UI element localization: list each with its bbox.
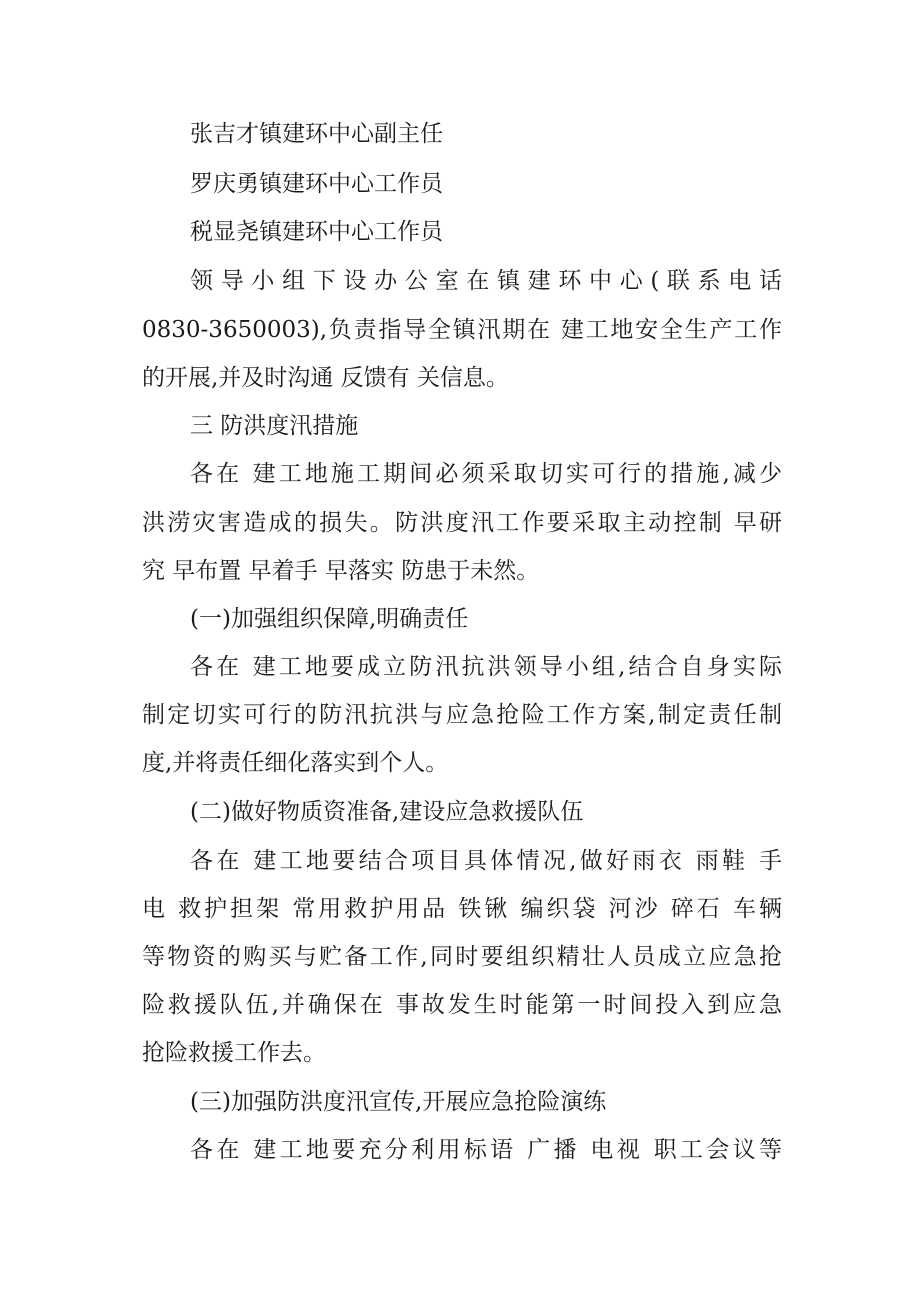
measures-paragraph-line-1: 各在 建工地施工期间必须采取切实可行的措施,减少 bbox=[190, 461, 782, 487]
materials-paragraph-line-3: 等物资的购买与贮备工作,同时要组织精壮人员成立应急抢 bbox=[142, 944, 782, 970]
materials-paragraph-line-5: 抢险救援工作去。 bbox=[142, 1040, 326, 1066]
organization-paragraph-line-3: 度,并将责任细化落实到个人。 bbox=[142, 750, 449, 776]
office-paragraph-line-1: 领 导 小 组 下 设 办 公 室 在 镇 建 环 中 心 ( 联 系 电 话 bbox=[190, 268, 782, 294]
measures-paragraph-line-2: 洪涝灾害造成的损失。防洪度汛工作要采取主动控制 早研 bbox=[142, 510, 782, 536]
publicity-paragraph-line-1: 各在 建工地要充分利用标语 广播 电视 职工会议等 bbox=[190, 1137, 782, 1163]
member-line-2: 罗庆勇镇建环中心工作员 bbox=[190, 171, 443, 197]
subheading-3: (三)加强防洪度汛宣传,开展应急抢险演练 bbox=[190, 1089, 607, 1115]
subheading-2: (二)做好物质资准备,建设应急救援队伍 bbox=[190, 799, 584, 825]
organization-paragraph-line-1: 各在 建工地要成立防汛抗洪领导小组,结合自身实际 bbox=[190, 654, 782, 680]
measures-paragraph-line-3: 究 早布置 早着手 早落实 防患于未然。 bbox=[142, 558, 540, 584]
office-paragraph-line-3: 的开展,并及时沟通 反馈有 关信息。 bbox=[142, 365, 509, 391]
section-heading-3: 三 防洪度汛措施 bbox=[190, 413, 359, 439]
subheading-1: (一)加强组织保障,明确责任 bbox=[190, 606, 469, 632]
member-line-3: 税显尧镇建环中心工作员 bbox=[190, 219, 443, 245]
materials-paragraph-line-4: 险救援队伍,并确保在 事故发生时能第一时间投入到应急 bbox=[142, 992, 782, 1018]
member-line-1: 张吉才镇建环中心副主任 bbox=[190, 121, 443, 147]
materials-paragraph-line-2: 电 救护担架 常用救护用品 铁锹 编织袋 河沙 碎石 车辆 bbox=[142, 896, 782, 922]
organization-paragraph-line-2: 制定切实可行的防汛抗洪与应急抢险工作方案,制定责任制 bbox=[142, 702, 782, 728]
materials-paragraph-line-1: 各在 建工地要结合项目具体情况,做好雨衣 雨鞋 手 bbox=[190, 848, 782, 874]
office-paragraph-line-2: 0830-3650003),负责指导全镇汛期在 建工地安全生产工作 bbox=[142, 317, 782, 343]
